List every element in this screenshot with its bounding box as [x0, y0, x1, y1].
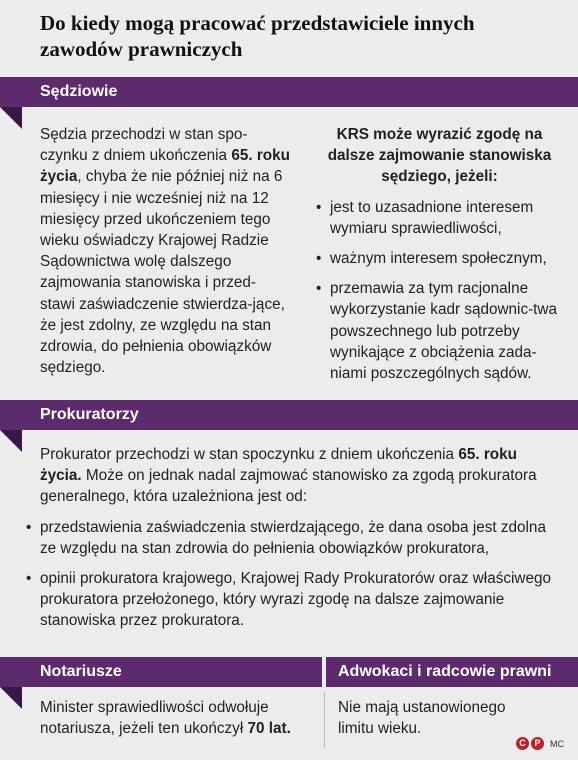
prokuratorzy-text-part: Może on jednak nadal zajmować stanowisko za zgodą prokuratora generalnego, która uzależniona jest od:: [40, 467, 537, 506]
sedziowie-main-text: [40, 124, 290, 378]
sedziowie-text-part: , chyba że nie później niż na 6 miesięcy i nie wcześniej niż na 12 miesięcy przed ukończeniem tego wieku oświadczy Krajowej Radzie Sądownictwa wolę dalszego zajmowania stanowiska i przed-stawi zaświadczenie stwierdza-jące, że jest zdolny, ze względu na stan zdrowia, do pełnienia obowiązków sędziego.: [40, 168, 285, 377]
sedziowie-text-part: Sędzia przechodzi w stan spo-czynku z dniem ukończenia: [40, 126, 248, 165]
list-item: • ważnym interesem społecznym,: [312, 248, 567, 269]
prokuratorzy-conditions-list: [22, 517, 560, 632]
page-title: Do kiedy mogą pracować przedstawiciele innych zawodów prawniczych: [40, 11, 475, 61]
adwokaci-text: Nie mają ustanowionego limitu wieku.: [338, 699, 506, 738]
section-header-notariusze: [0, 657, 322, 687]
sedziowie-age-highlight: 65. roku życia: [40, 147, 290, 186]
list-item: • jest to uzasadnione interesem wymiaru sprawiedliwości,: [312, 197, 567, 239]
list-item: • przemawia za tym racjonalne wykorzystanie kadr sądownic-twa powszechnego lub potrzeby wynikające z obciążenia zada-niami poszczególnych sądów.: [312, 278, 567, 384]
prokuratorzy-text: [40, 444, 560, 632]
notariusze-age-highlight: 70 lat.: [247, 720, 291, 738]
logo-letter-icon: P: [531, 737, 544, 750]
section-header-label: Adwokaci i radcowie prawni: [338, 663, 552, 680]
krs-conditions: [312, 124, 567, 384]
section-header-label: Notariusze: [40, 663, 122, 680]
list-item: • przedstawienia zaświadczenia stwierdzającego, że dana osoba jest zdolna ze względu na stan zdrowia do pełnienia obowiązków prokuratora,: [22, 517, 560, 559]
section-header-label: Prokuratorzy: [40, 406, 139, 423]
notariusze-text: [40, 697, 315, 739]
column-divider: [324, 692, 325, 748]
krs-heading: KRS może wyrazić zgodę na dalsze zajmowanie stanowiska sędziego, jeżeli:: [327, 126, 552, 186]
prokuratorzy-text-part: Prokurator przechodzi w stan spoczynku z dniem ukończenia: [40, 446, 455, 463]
notariusze-text-part: Minister sprawiedliwości odwołuje notariusza, jeżeli ten ukończył: [40, 699, 269, 738]
logo-letter-icon: C: [516, 737, 529, 750]
section-header-label: Sędziowie: [40, 83, 118, 100]
section-header-adwokaci: [326, 657, 578, 687]
header-fold-decoration: [0, 687, 22, 709]
prokuratorzy-intro: [40, 444, 560, 508]
author-initials: MC: [550, 738, 564, 749]
section-header-prokuratorzy: [0, 400, 578, 430]
prokuratorzy-age-highlight: 65. roku życia.: [40, 446, 517, 485]
publisher-logo: [516, 737, 564, 750]
section-header-sedziowie: [0, 77, 578, 107]
header-fold-decoration: [0, 107, 22, 129]
krs-conditions-list: [312, 197, 567, 385]
header-fold-decoration: [0, 430, 22, 452]
list-item: • opinii prokuratora krajowego, Krajowej Rady Prokuratorów oraz właściwego prokuratora przełożonego, który wyrazi zgodę na dalsze zajmowanie stanowiska przez prokuratora.: [22, 568, 560, 632]
